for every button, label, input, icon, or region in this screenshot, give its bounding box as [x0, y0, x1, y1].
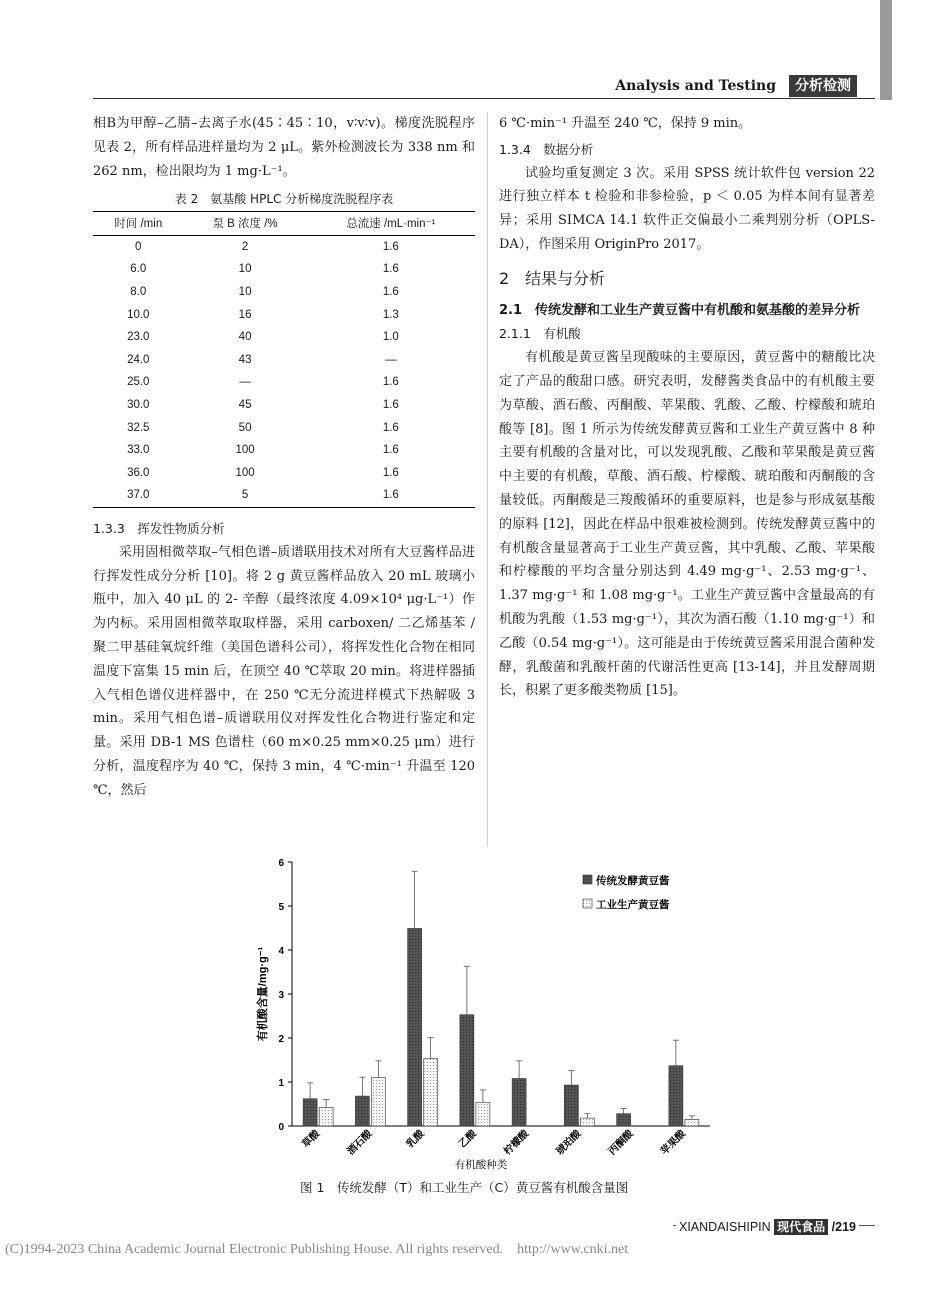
- legend-label: 工业生产黄豆酱: [596, 899, 670, 911]
- table-row: [93, 416, 475, 439]
- table-header-row: [93, 212, 475, 236]
- table-cell: 6.0: [130, 263, 147, 276]
- y-tick-label: 5: [278, 902, 284, 913]
- table-cell: 1.6: [382, 421, 399, 434]
- left-paragraph-1: 相B为甲醇–乙腈–去离子水(45∶45∶10，v∶v∶v)。梯度洗脱程序见表 2，所有样品进样量均为 2 μL。紫外检测波长为 338 nm 和 262 nm，检出限均为 1 mg·L⁻¹。: [93, 116, 475, 179]
- footer-page-number: /219: [831, 1220, 857, 1234]
- table-header-flow: 总流速 /mL·min⁻¹: [307, 212, 475, 236]
- table-row: [93, 303, 475, 326]
- table-cell: 16: [238, 308, 252, 321]
- table-row: [93, 371, 475, 394]
- y-axis-label: 有机酸含量/mg·g⁻¹: [257, 946, 269, 1042]
- bar-industrial-5: [580, 1118, 594, 1126]
- copyright-line: (C)1994-2023 China Academic Journal Electronic Publishing House. All rights reserved. http://www.cnki.net: [5, 1242, 629, 1257]
- table-cell: 1.6: [382, 376, 399, 389]
- table-cell: 1.6: [307, 484, 475, 507]
- y-tick-label: 1: [278, 1078, 284, 1089]
- table-row: [93, 281, 475, 304]
- bar-industrial-0: [319, 1108, 333, 1126]
- table-row: [93, 326, 475, 349]
- y-tick-label: 0: [278, 1122, 284, 1133]
- section-2-1-1-body: 有机酸是黄豆酱呈现酸味的主要原因，黄豆酱中的糖酸比决定了产品的酸甜口感。研究表明，发酵酱类食品中的有机酸主要为草酸、酒石酸、丙酮酸、苹果酸、乳酸、乙酸、柠檬酸和琥珀酸等 [8]。图 1 所示为传统发酵黄豆酱和工业生产黄豆酱中 8 种主要有机酸的含量对比，可以发现乳酸、乙酸和苹果酸是黄豆酱中主要的有机酸，草酸、酒石酸、柠檬酸、琥珀酸和丙酮酸的含量较低。丙酮酸是三羧酸循环的重要原料，也是参与形成氨基酸的原料 [12]，因此在样品中很难被检测到。传统发酵黄豆酱中的有机酸含量显著高于工业生产黄豆酱，其中乳酸、乙酸、苹果酸和柠檬酸的平均含量分别达到 4.49 mg·g⁻¹、2.53 mg·g⁻¹、1.37 mg·g⁻¹ 和 1.08 mg·g⁻¹。工业生产黄豆酱中含量最高的有机酸为乳酸（1.53 mg·g⁻¹），其次为酒石酸（1.10 mg·g⁻¹）和乙酸（0.54 mg·g⁻¹）。这可能是由于传统黄豆酱采用混合菌种发酵，乳酸菌和乳酸杆菌的代谢活性更高 [13-14]，并且发酵周期长，积累了更多酸类物质 [15]。: [499, 350, 875, 699]
- table-cell: 0: [135, 240, 142, 253]
- bar-traditional-2: [408, 928, 422, 1126]
- table-row: [93, 439, 475, 462]
- x-tick-label: 丙酮酸: [606, 1128, 636, 1158]
- table-row: [93, 394, 475, 417]
- table-header-pump-b: 泵 B 浓度 /%: [184, 212, 307, 236]
- table-cell: 43: [238, 353, 252, 366]
- footer-journal-cn: 现代食品: [774, 1219, 828, 1235]
- table-cell: 40: [238, 331, 252, 344]
- table-cell: 1.6: [382, 444, 399, 457]
- column-divider: [487, 112, 488, 847]
- right-paragraph-0: 6 ℃·min⁻¹ 升温至 240 ℃，保持 9 min。: [499, 116, 752, 131]
- table-cell: 23.0: [127, 331, 150, 344]
- page-edge-bar: [880, 0, 892, 100]
- table-row: [93, 484, 475, 507]
- table-cell: 8.0: [130, 286, 147, 299]
- bar-industrial-3: [476, 1102, 490, 1126]
- table-cell: 1.0: [382, 331, 399, 344]
- section-1-3-4-heading: 1.3.4 数据分析: [499, 141, 594, 157]
- bar-industrial-1: [371, 1078, 385, 1126]
- table-cell: 1.6: [382, 399, 399, 412]
- table-cell: 45: [238, 399, 252, 412]
- table-cell: 24.0: [127, 353, 150, 366]
- bar-traditional-5: [564, 1085, 578, 1126]
- section-2-1-heading: 2.1 传统发酵和工业生产黄豆酱中有机酸和氨基酸的差异分析: [499, 302, 861, 318]
- bar-industrial-7: [685, 1119, 699, 1126]
- bar-traditional-3: [460, 1015, 474, 1126]
- x-tick-label: 琥珀酸: [554, 1128, 584, 1158]
- footer-journal: [676, 1218, 859, 1235]
- table-cell: 5: [184, 484, 307, 507]
- table-cell: 37.0: [93, 484, 184, 507]
- table-row: [93, 462, 475, 485]
- table-cell: 32.5: [127, 421, 150, 434]
- y-tick-label: 6: [278, 858, 284, 869]
- bar-industrial-2: [424, 1059, 438, 1126]
- x-tick-label: 柠檬酸: [502, 1128, 532, 1158]
- table-cell: 1.6: [382, 240, 399, 253]
- table-cell: —: [385, 353, 397, 366]
- table-cell: —: [239, 376, 251, 389]
- right-column: [499, 112, 875, 703]
- figure-1-chart: [250, 852, 720, 1172]
- table-row: [93, 349, 475, 372]
- section-2-heading: 2 结果与分析: [499, 268, 606, 288]
- x-tick-label: 苹果酸: [659, 1128, 688, 1158]
- table-cell: 50: [238, 421, 252, 434]
- table-2-caption: 表 2 氨基酸 HPLC 分析梯度洗脱程序表: [174, 192, 394, 206]
- table-cell: 10: [238, 263, 252, 276]
- section-2-1-1-heading: 2.1.1 有机酸: [499, 326, 581, 342]
- table-cell: 2: [241, 240, 249, 253]
- bar-traditional-0: [303, 1099, 317, 1126]
- table-row: [93, 258, 475, 281]
- bar-traditional-7: [669, 1066, 683, 1126]
- table-cell: 10: [238, 286, 252, 299]
- x-tick-label: 乙酸: [457, 1128, 479, 1151]
- section-1-3-3: [93, 517, 475, 803]
- table-cell: 25.0: [127, 376, 150, 389]
- header-section-badge: 分析检测: [789, 75, 857, 97]
- table-cell: 33.0: [127, 444, 150, 457]
- section-1-3-3-body: 采用固相微萃取–气相色谱–质谱联用技术对所有大豆酱样品进行挥发性成分分析 [10]。将 2 g 黄豆酱样品放入 20 mL 玻璃小瓶中，加入 40 μL 的 2- 辛醇（最终浓度 4.09×10⁴ μg·L⁻¹）作为内标。采用固相微萃取取样器，采用 carboxen/ 二乙烯基苯 / 聚二甲基硅氧烷纤维（美国色谱科公司），将挥发性化合物在相同温度下富集 15 min 后，在顶空 40 ℃萃取 20 min。将进样器插入气相色谱仪进样器中，在 250 ℃无分流进样模式下热解吸 3 min。采用气相色谱–质谱联用仪对挥发性化合物进行鉴定和定量。采用 DB-1 MS 色谱柱（60 m×0.25 mm×0.25 μm）进行分析，温度程序为 40 ℃，保持 3 min，4 ℃·min⁻¹ 升温至 120 ℃，然后: [93, 544, 475, 798]
- left-column-top: [93, 112, 475, 183]
- x-tick-label: 草酸: [300, 1128, 323, 1151]
- x-axis-label: 有机酸种类: [454, 1159, 508, 1171]
- table-cell: 30.0: [127, 399, 150, 412]
- y-tick-label: 3: [278, 990, 284, 1001]
- section-1-3-4-body: 试验均重复测定 3 次。采用 SPSS 统计软件包 version 22 进行独立样本 t 检验和非参检验，p ＜ 0.05 为样本间有显著差异；采用 SIMCA 14.1 软件正交偏最小二乘判别分析（OPLS-DA），作图采用 OriginPro 2017。: [499, 165, 875, 252]
- table-2: [93, 211, 475, 508]
- legend-label: 传统发酵黄豆酱: [596, 875, 670, 887]
- table-cell: 100: [235, 466, 255, 479]
- header-rule: [93, 98, 875, 99]
- table-cell: 10.0: [127, 308, 150, 321]
- y-tick-label: 2: [278, 1034, 284, 1045]
- table-cell: 1.6: [382, 286, 399, 299]
- footer-journal-en: XIANDAISHIPIN: [679, 1220, 771, 1234]
- bar-traditional-4: [512, 1078, 526, 1126]
- table-header-time: 时间 /min: [93, 212, 184, 236]
- header-section-en: Analysis and Testing: [615, 78, 776, 94]
- bar-traditional-1: [355, 1096, 369, 1126]
- table-cell: 1.6: [382, 466, 399, 479]
- table-cell: 1.6: [382, 263, 399, 276]
- legend-swatch: [583, 899, 592, 908]
- table-cell: 36.0: [127, 466, 150, 479]
- figure-1-caption: 图 1 传统发酵（T）和工业生产（C）黄豆酱有机酸含量图: [300, 1180, 629, 1195]
- section-1-3-3-heading: 1.3.3 挥发性物质分析: [93, 521, 225, 536]
- table-cell: 100: [235, 444, 255, 457]
- y-tick-label: 4: [278, 946, 284, 957]
- x-tick-label: 乳酸: [404, 1128, 427, 1151]
- table-row: [93, 235, 475, 258]
- x-tick-label: 酒石酸: [345, 1128, 375, 1158]
- legend-swatch: [583, 875, 592, 884]
- table-cell: 1.3: [382, 308, 399, 321]
- bar-traditional-6: [617, 1114, 631, 1126]
